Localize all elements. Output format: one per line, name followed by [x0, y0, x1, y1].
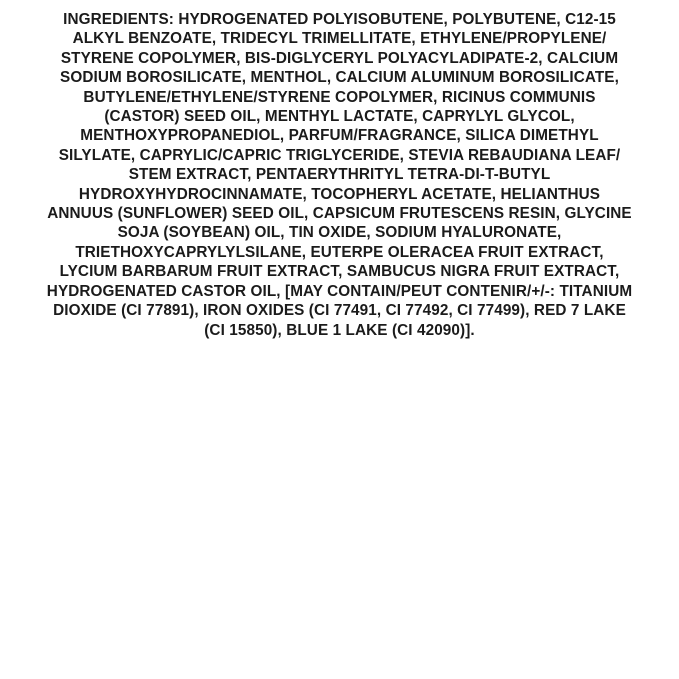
ingredients-line: TRIETHOXYCAPRYLYLSILANE, EUTERPE OLERACEA FRUIT EXTRACT, [75, 243, 604, 261]
ingredients-line: HYDROXYHYDROCINNAMATE, TOCOPHERYL ACETATE, HELIANTHUS [78, 185, 601, 203]
ingredients-line: SOJA (SOYBEAN) OIL, TIN OXIDE, SODIUM HYALURONATE, [117, 224, 562, 242]
ingredients-line: STEM EXTRACT, PENTAERYTHRITYL TETRA-DI-T-BUTYL [128, 166, 551, 184]
ingredients-line: SODIUM BOROSILICATE, MENTHOL, CALCIUM ALUMINUM BOROSILICATE, [60, 69, 619, 87]
ingredients-line: ANNUUS (SUNFLOWER) SEED OIL, CAPSICUM FRUTESCENS RESIN, GLYCINE [47, 205, 632, 223]
ingredients-line: HYDROGENATED CASTOR OIL, [MAY CONTAIN/PEUT CONTENIR/+/-: TITANIUM [46, 282, 633, 300]
ingredients-line: MENTHOXYPROPANEDIOL, PARFUM/FRAGRANCE, SILICA DIMETHYL [80, 127, 599, 145]
blank-area [0, 340, 679, 669]
ingredients-line: DIOXIDE (CI 77891), IRON OXIDES (CI 77491, CI 77492, CI 77499), RED 7 LAKE [53, 302, 626, 320]
ingredients-line: (CASTOR) SEED OIL, MENTHYL LACTATE, CAPRYLYL GLYCOL, [104, 108, 575, 126]
ingredients-line: SILYLATE, CAPRYLIC/CAPRIC TRIGLYCERIDE, STEVIA REBAUDIANA LEAF/ [58, 146, 621, 164]
ingredients-line: BUTYLENE/ETHYLENE/STYRENE COPOLYMER, RICINUS COMMUNIS [83, 88, 596, 106]
ingredients-line: LYCIUM BARBARUM FRUIT EXTRACT, SAMBUCUS NIGRA FRUIT EXTRACT, [59, 263, 620, 281]
ingredients-line: ALKYL BENZOATE, TRIDECYL TRIMELLITATE, ETHYLENE/PROPYLENE/ [72, 30, 607, 48]
ingredients-line: STYRENE COPOLYMER, BIS-DIGLYCERYL POLYACYLADIPATE-2, CALCIUM [60, 49, 619, 67]
ingredients-line: (CI 15850), BLUE 1 LAKE (CI 42090)]. [204, 321, 475, 339]
ingredients-line: INGREDIENTS: HYDROGENATED POLYISOBUTENE, POLYBUTENE, C12-15 [63, 11, 616, 28]
